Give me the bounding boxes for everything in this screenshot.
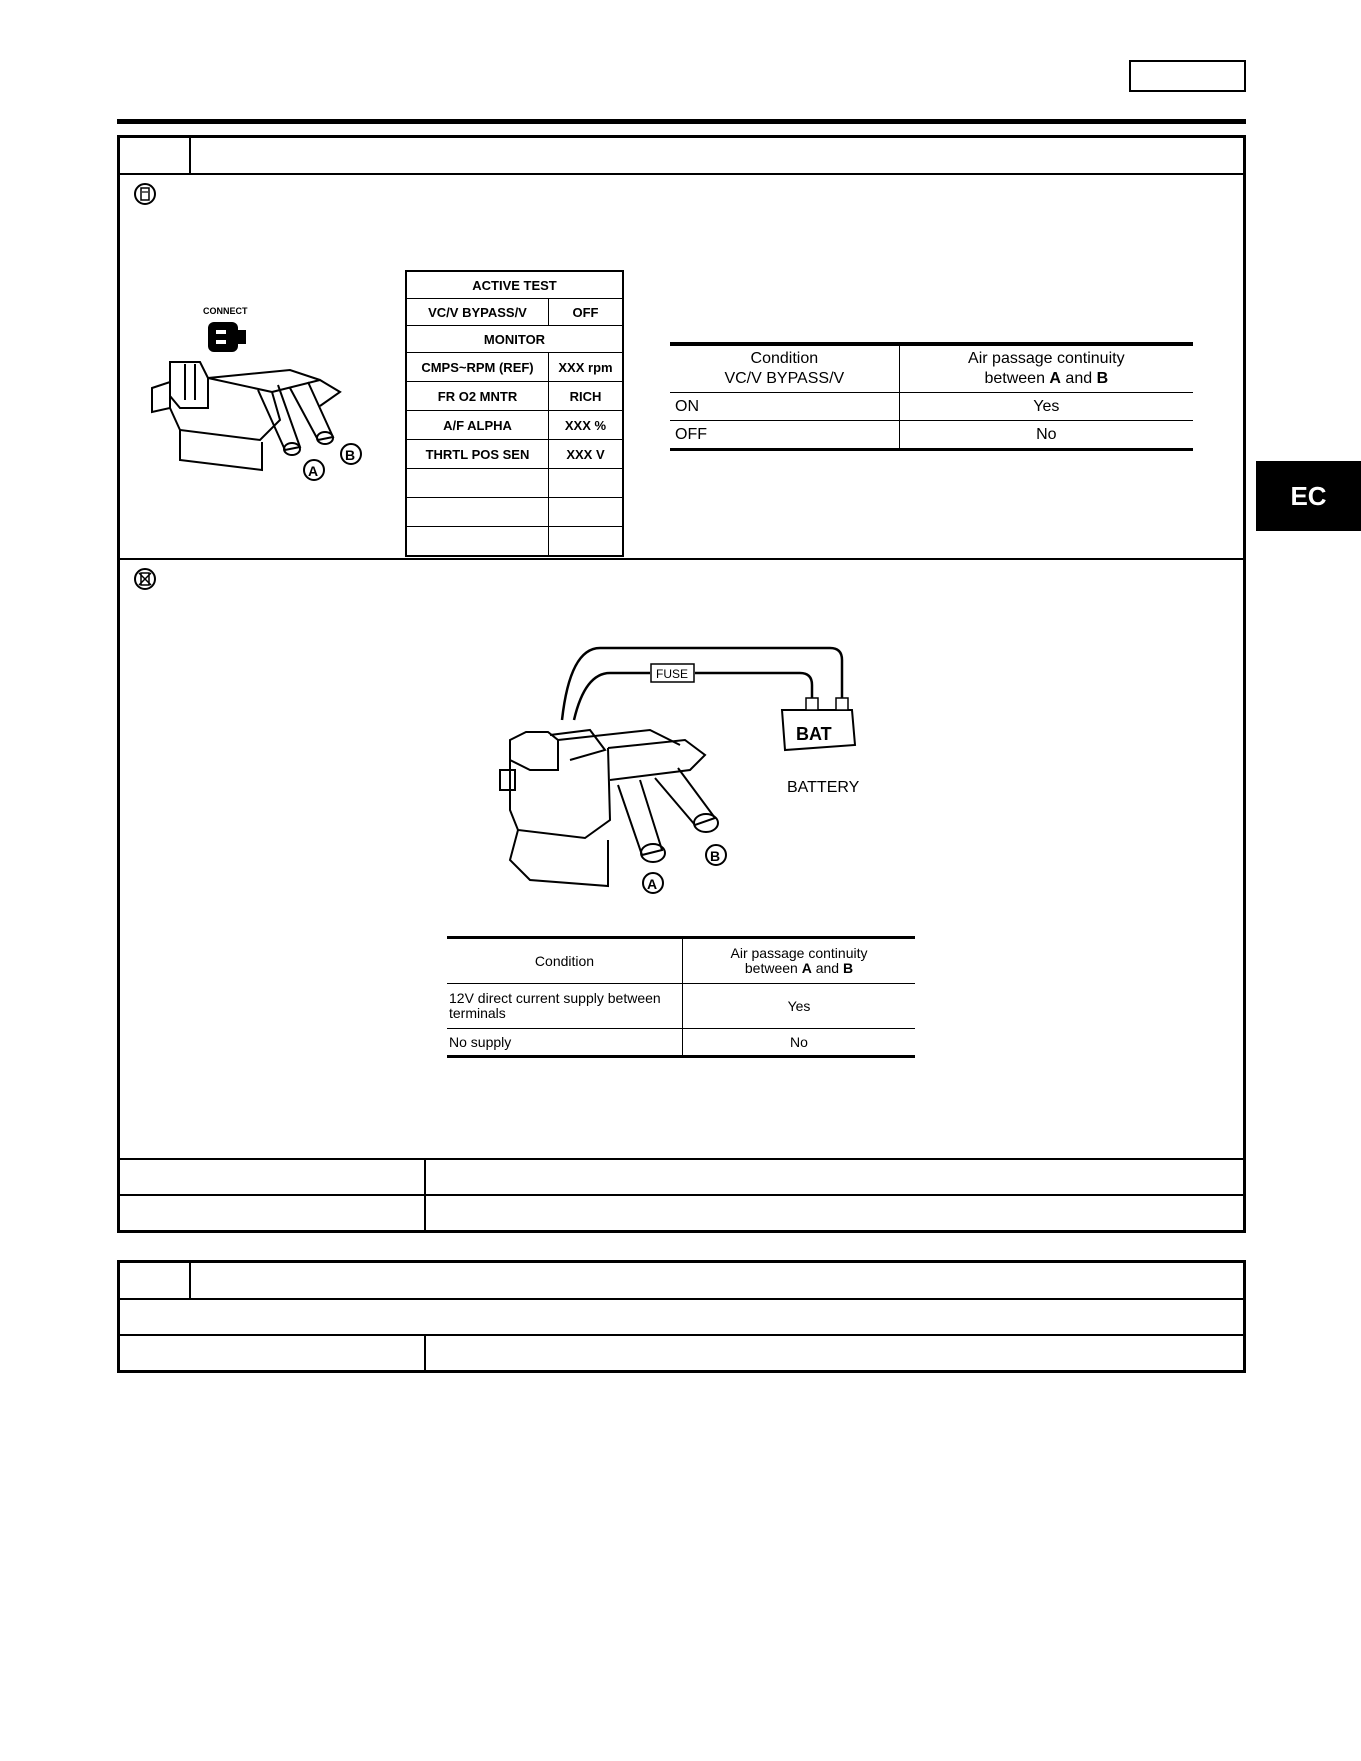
monitor-empty-cell	[548, 498, 623, 527]
header-rule	[117, 119, 1246, 124]
solenoid-valve-connect-illustration	[140, 300, 410, 500]
port-b-label	[706, 845, 726, 865]
monitor-empty-cell	[406, 527, 548, 556]
connect-label: CONNECT	[203, 306, 248, 316]
condition-header: Condition VC/V BYPASS/V	[670, 344, 899, 393]
block1-section-divider	[117, 558, 1246, 560]
active-test-item-value: OFF	[548, 299, 623, 326]
condition-cell: OFF	[670, 421, 899, 450]
monitor-empty-cell	[406, 498, 548, 527]
svg-text:FUSE: FUSE	[656, 667, 689, 681]
monitor-label: FR O2 MNTR	[406, 382, 548, 411]
condition-cell: No supply	[447, 1029, 683, 1057]
connect-icon	[208, 322, 246, 352]
continuity-cell: Yes	[683, 984, 916, 1029]
block2-result-divider	[424, 1334, 426, 1373]
monitor-value: RICH	[548, 382, 623, 411]
port-a-label	[304, 460, 324, 480]
consult-icon	[134, 183, 156, 205]
monitor-title: MONITOR	[406, 326, 623, 353]
block2-step-divider	[189, 1260, 191, 1300]
monitor-value: XXX rpm	[548, 353, 623, 382]
battery-icon	[782, 698, 855, 750]
monitor-empty-cell	[548, 469, 623, 498]
svg-text:A: A	[308, 463, 319, 479]
battery-bench-test-illustration	[490, 640, 890, 900]
consult-condition-table	[670, 342, 1193, 451]
monitor-empty-cell	[548, 527, 623, 556]
monitor-label: A/F ALPHA	[406, 411, 548, 440]
no-consult-icon	[134, 568, 156, 590]
condition-cell: ON	[670, 393, 899, 421]
fuse	[651, 664, 694, 682]
port-a-label	[643, 873, 663, 893]
port-b-label	[341, 444, 361, 464]
active-test-item: VC/V BYPASS/V	[406, 299, 548, 326]
block2-header-rule	[117, 1298, 1246, 1300]
svg-text:A: A	[647, 876, 658, 892]
block1-result-divider	[424, 1158, 426, 1233]
continuity-header: Air passage continuity between A and B	[683, 938, 916, 984]
condition-header: Condition	[447, 938, 683, 984]
svg-text:B: B	[345, 447, 356, 463]
section-tab-ec: EC	[1256, 461, 1361, 531]
svg-text:BAT: BAT	[796, 724, 832, 744]
block1-result-rule-2	[117, 1194, 1246, 1196]
block1-step-divider	[189, 135, 191, 175]
continuity-cell: Yes	[899, 393, 1193, 421]
block1-header-rule	[117, 173, 1246, 175]
monitor-value: XXX %	[548, 411, 623, 440]
condition-cell: 12V direct current supply between terminals	[447, 984, 683, 1029]
active-test-table	[405, 270, 624, 557]
monitor-label: CMPS~RPM (REF)	[406, 353, 548, 382]
continuity-header: Air passage continuity between A and B	[899, 344, 1193, 393]
continuity-cell: No	[899, 421, 1193, 450]
page-number-box	[1129, 60, 1246, 92]
bench-condition-table	[447, 936, 915, 1058]
monitor-label: THRTL POS SEN	[406, 440, 548, 469]
block1-result-rule-1	[117, 1158, 1246, 1160]
continuity-cell: No	[683, 1029, 916, 1057]
battery-label: BATTERY	[787, 779, 860, 796]
monitor-value: XXX V	[548, 440, 623, 469]
monitor-empty-cell	[406, 469, 548, 498]
active-test-title: ACTIVE TEST	[406, 271, 623, 299]
block2-result-rule	[117, 1334, 1246, 1336]
svg-text:B: B	[710, 848, 721, 864]
check-block-2	[117, 1260, 1246, 1373]
